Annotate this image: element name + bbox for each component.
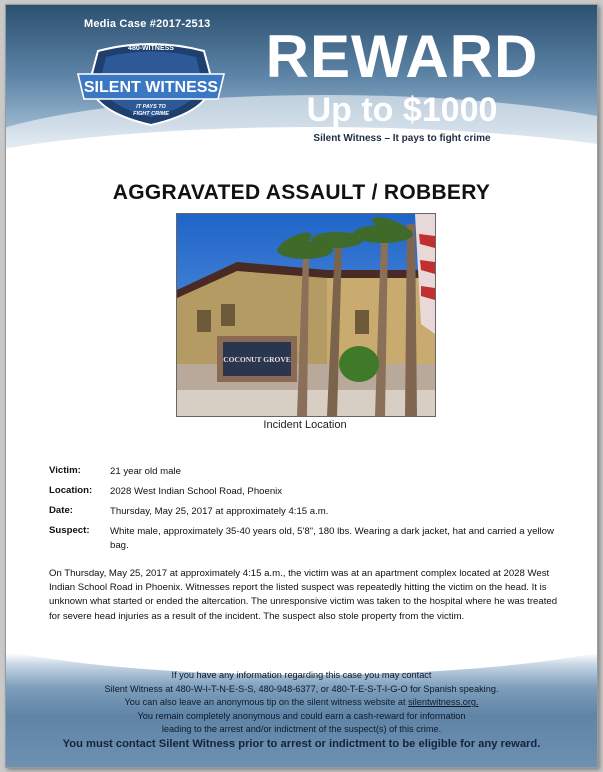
silent-witness-logo xyxy=(76,41,226,127)
victim-value: 21 year old male xyxy=(110,466,181,477)
footer-line-5: leading to the arrest and/or indictment of the suspect(s) of this crime. xyxy=(161,724,442,735)
location-row xyxy=(49,485,569,499)
logo-top-text: 480-WITNESS xyxy=(128,45,174,52)
reward-amount: Up to $1000 xyxy=(306,91,498,129)
victim-label: Victim: xyxy=(49,465,81,476)
contact-info xyxy=(6,669,597,737)
reward-eligibility-warning: You must contact Silent Witness prior to arrest or indictment to be eligible for any reward. xyxy=(62,738,541,750)
date-label: Date: xyxy=(49,505,73,516)
flyer-page xyxy=(5,4,598,768)
flyer-header xyxy=(6,5,597,163)
location-label: Location: xyxy=(49,485,93,496)
sign-text: COCONUT GROVE xyxy=(223,355,291,364)
suspect-row xyxy=(49,525,569,553)
logo-main-text: SILENT WITNESS xyxy=(83,79,219,96)
incident-location-photo xyxy=(176,213,436,417)
footer-line-3 xyxy=(6,696,597,710)
date-value: Thursday, May 25, 2017 at approximately 4:15 a.m. xyxy=(110,506,329,517)
reward-title: REWARD xyxy=(265,23,539,90)
location-value: 2028 West Indian School Road, Phoenix xyxy=(110,486,283,497)
crime-title: AGGRAVATED ASSAULT / ROBBERY xyxy=(112,181,491,204)
logo-slogan-line1: IT PAYS TO xyxy=(136,104,166,110)
incident-narrative: On Thursday, May 25, 2017 at approximately 4:15 a.m., the victim was at an apartment complex located at 2028 West Indian School Road in Phoenix. Witnesses report the listed suspect was repeatedly hitting the victim on the head. It is unknown what started or ended the altercation. The unresponsive victim was taken to the hospital where he was treated for severe head injuries as a result of the incident. The suspect also stole property from the victim. xyxy=(49,568,558,622)
date-row xyxy=(49,505,569,519)
logo-slogan-line2: FIGHT CRIME xyxy=(133,111,169,117)
suspect-label: Suspect: xyxy=(49,525,90,536)
suspect-value: White male, approximately 35-40 years old, 5'8", 180 lbs. Wearing a dark jacket, hat and carried a yellow bag. xyxy=(110,526,554,551)
footer-line-4: You remain completely anonymous and could earn a cash-reward for information xyxy=(137,710,466,721)
website-link[interactable]: silentwitness.org. xyxy=(408,697,479,708)
case-details xyxy=(49,465,569,553)
footer-line-2: Silent Witness at 480-W-I-T-N-E-S-S, 480-948-6377, or 480-T-E-S-T-I-G-O for Spanish speaking. xyxy=(104,683,499,694)
victim-row xyxy=(49,465,569,479)
footer-line-3-text: You can also leave an anonymous tip on the silent witness website at xyxy=(124,697,409,708)
flyer-footer xyxy=(6,653,597,767)
tagline: Silent Witness – It pays to fight crime xyxy=(313,133,491,144)
photo-caption: Incident Location xyxy=(263,419,347,431)
media-case-number: Media Case #2017-2513 xyxy=(84,18,211,30)
footer-line-1: If you have any information regarding this case you may contact xyxy=(171,670,432,680)
